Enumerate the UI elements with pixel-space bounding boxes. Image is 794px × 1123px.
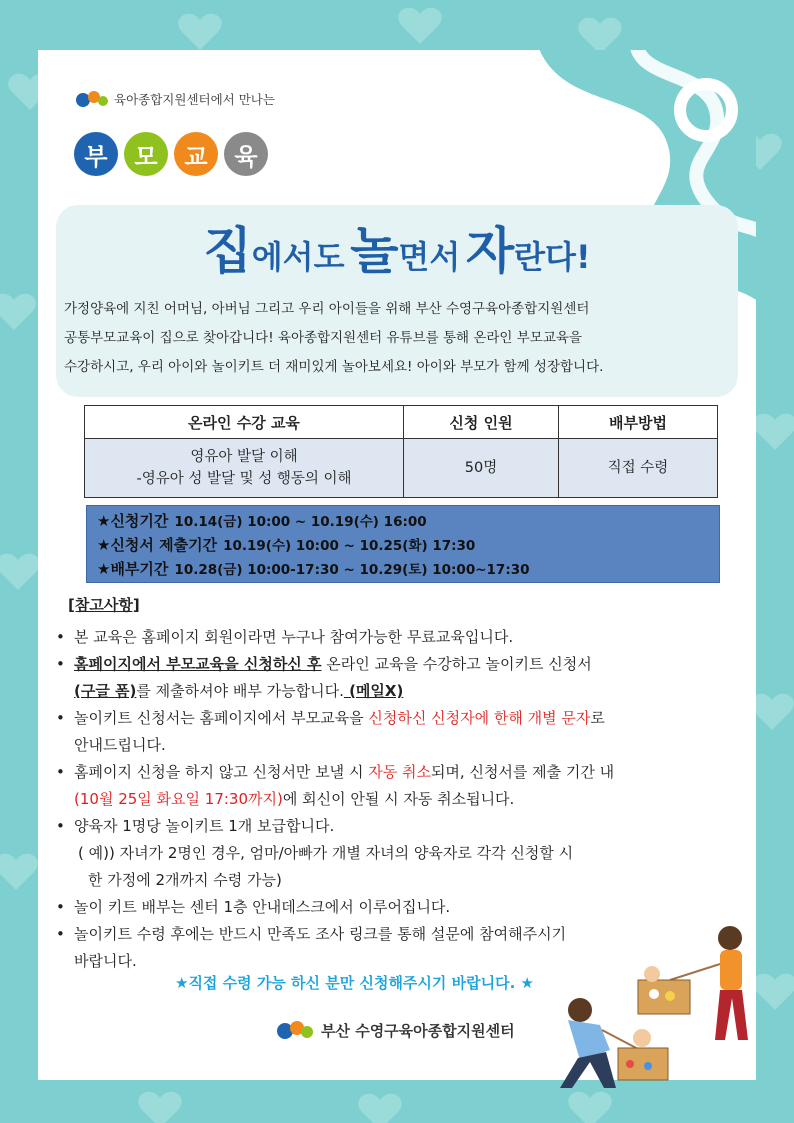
footer-logo [275,1018,515,1042]
intro-paragraph [64,295,734,382]
note-text: 에 회신이 안될 시 자동 취소됩니다. [282,790,515,808]
note-emphasis: (구글 폼) [74,682,137,700]
footer-org-name: 부산 수영구육아종합지원센터 [321,1021,515,1040]
note-highlight: (10월 25일 화요일 17:30까지) [74,790,283,808]
intro-line: 공통부모교육이 집으로 찾아갑니다! 육아종합지원센터 유튜브를 통해 온라인 부모교육을 [64,330,582,346]
headline-word: 면서 [398,238,461,276]
badge-bu: 부 [74,132,118,176]
period-box [86,505,720,583]
note-text: 홈페이지 신청을 하지 않고 신청서만 보낼 시 [74,763,369,781]
note-text: 양육자 1명당 놀이키트 1개 보급합니다. [74,817,335,835]
period-dates: 10.14(금) 10:00 ~ 10.19(수) 16:00 [174,514,427,530]
note-subitem [56,840,746,867]
note-text: 되며, 신청서를 제출 기간 내 [430,763,615,781]
note-item [56,894,746,921]
headline-word: 자 [465,222,515,280]
family-illustration [520,920,780,1090]
headline-word: 놀 [350,222,399,280]
table-row [85,439,718,498]
note-text: 안내드립니다. [74,736,166,754]
badge-gyo: 교 [174,132,218,176]
note-text: 온라인 교육을 수강하고 놀이키트 신청서 [321,655,592,673]
course-table [84,405,718,498]
note-text: 로 [590,709,605,727]
period-label: ★신청서 제출기간 [97,536,218,554]
note-item [56,705,746,759]
course-subtitle: -영유아 성 발달 및 성 행동의 이해 [136,471,352,487]
note-highlight: 신청하신 신청자에 한해 개별 문자 [368,709,591,727]
badge-yuk: 육 [224,132,268,176]
note-item [56,624,746,651]
period-row [97,558,709,582]
headline-box [56,205,738,397]
note-text: 한 가정에 2개까지 수령 가능) [88,871,282,889]
center-logo-small [74,88,275,110]
note-emphasis: (메일X) [343,682,404,700]
intro-line: 수강하시고, 우리 아이와 놀이키트 더 재미있게 놀아보세요! 아이와 부모가 함께 성장합니다. [64,359,604,375]
center-logo-icon [275,1018,315,1042]
note-text: 놀이키트 수령 후에는 반드시 만족도 조사 링크를 통해 설문에 참여해주시기 [74,925,567,943]
course-title: 영유아 발달 이해 [190,449,298,465]
title-badges [74,132,268,176]
period-label: ★배부기간 [97,560,169,578]
note-highlight: 자동 취소 [368,763,431,781]
note-emphasis: 홈페이지에서 부모교육을 신청하신 후 [74,655,322,673]
notes-title: [참고사항] [68,596,140,614]
period-row [97,534,709,558]
sub-logo-text: 육아종합지원센터에서 만나는 [114,92,275,107]
period-label: ★신청기간 [97,512,169,530]
badge-mo: 모 [124,132,168,176]
count-cell: 50명 [404,439,559,498]
note-item [56,759,746,813]
note-text: ( 예)) 자녀가 2명인 경우, 엄마/아빠가 개별 자녀의 양육자로 각각 신청할 시 [78,844,574,862]
headline-word: 집 [203,222,252,280]
table-header: 온라인 수강 교육 [85,406,404,439]
note-text: 본 교육은 홈페이지 회원이라면 누구나 참여가능한 무료교육입니다. [74,628,514,646]
table-header: 신청 인원 [404,406,559,439]
note-item [56,813,746,840]
closing-message: ★직접 수령 가능 하신 분만 신청해주시기 바랍니다. ★ [175,974,534,992]
headline-word: 란다! [514,238,591,276]
period-dates: 10.19(수) 10:00 ~ 10.25(화) 17:30 [223,538,476,554]
note-text: 놀이키트 신청서는 홈페이지에서 부모교육을 [74,709,369,727]
method-cell: 직접 수령 [559,439,718,498]
note-item [56,651,746,705]
center-logo-icon [74,88,110,110]
note-text: 바랍니다. [74,952,137,970]
note-subitem [56,867,746,894]
period-row [97,510,709,534]
headline [56,211,738,283]
course-cell [85,439,404,498]
note-text: 놀이 키트 배부는 센터 1층 안내데스크에서 이루어집니다. [74,898,451,916]
table-header: 배부방법 [559,406,718,439]
table-header-row [85,406,718,439]
note-text: 를 제출하셔야 배부 가능합니다. [136,682,344,700]
period-dates: 10.28(금) 10:00-17:30 ~ 10.29(토) 10:00~17:30 [174,562,530,578]
headline-word: 에서도 [251,238,345,276]
intro-line: 가정양육에 지친 어머님, 아버님 그리고 우리 아이들을 위해 부산 수영구육아종합지원센터 [64,301,590,317]
